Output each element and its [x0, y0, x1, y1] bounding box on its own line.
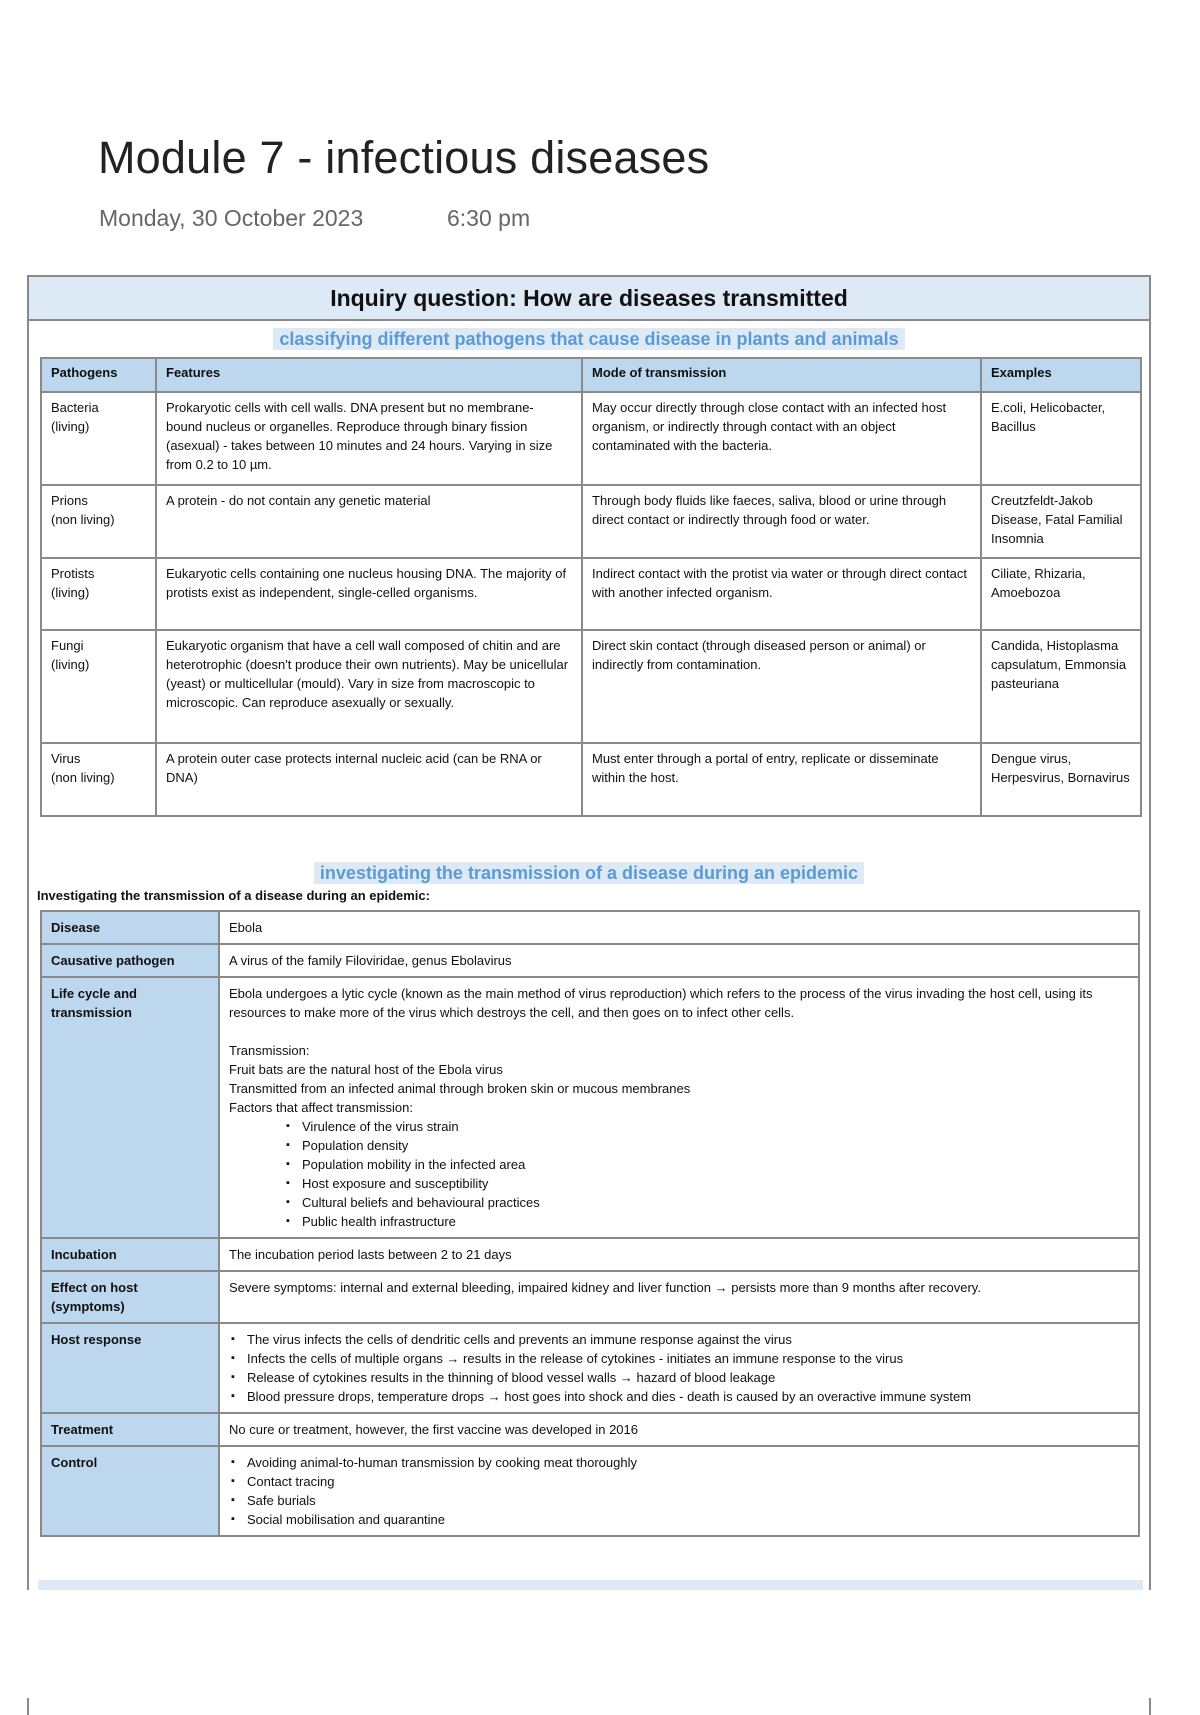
row-label: Life cycle and transmission: [41, 977, 219, 1238]
host-response-list: [229, 1330, 1129, 1406]
features-cell: Eukaryotic organism that have a cell wall composed of chitin and are heterotrophic (doesn't produce their own nutrients). May be unicellular (yeast) or multicellular (mould). Vary in size from macroscopic to microscopic. Can reproduce asexually or sexually.: [156, 630, 582, 743]
column-header: Examples: [981, 358, 1141, 392]
features-cell: A protein outer case protects internal nucleic acid (can be RNA or DNA): [156, 743, 582, 816]
row-label: Control: [41, 1446, 219, 1536]
pathogen-name-cell: Protists (living): [41, 558, 156, 630]
row-value: The incubation period lasts between 2 to 21 days: [219, 1238, 1139, 1271]
table-row: [41, 630, 1141, 743]
list-item: ▪ Public health infrastructure: [302, 1212, 1129, 1231]
lifecycle-text: Ebola undergoes a lytic cycle (known as the main method of virus reproduction) which refers to the process of the virus invading the host cell, using its resources to make more of the virus which destroys the cell, and then goes on to infect other cells.: [229, 986, 1093, 1020]
table-row: [41, 1323, 1139, 1413]
examples-cell: Dengue virus, Herpesvirus, Bornavirus: [981, 743, 1141, 816]
transmission-cell: Direct skin contact (through diseased person or animal) or indirectly from contamination.: [582, 630, 981, 743]
pathogen-name-cell: Prions (non living): [41, 485, 156, 558]
list-item: ▪ Host exposure and susceptibility: [302, 1174, 1129, 1193]
factors-list: [229, 1117, 1129, 1231]
row-label: Causative pathogen: [41, 944, 219, 977]
table-row: [41, 1238, 1139, 1271]
inquiry-question: Inquiry question: How are diseases transmitted: [29, 277, 1149, 321]
row-label: Effect on host (symptoms): [41, 1271, 219, 1323]
examples-cell: E.coli, Helicobacter, Bacillus: [981, 392, 1141, 485]
features-cell: Prokaryotic cells with cell walls. DNA present but no membrane- bound nucleus or organelles. Reproduce through binary fission (asexual) - takes between 10 minutes and 24 hours. Varying in size from 0.2 to 10 µm.: [156, 392, 582, 485]
column-header: Features: [156, 358, 582, 392]
transmission-cell: May occur directly through close contact with an infected host organism, or indirectly through contact with an object contaminated with the bacteria.: [582, 392, 981, 485]
row-value: Ebola: [219, 911, 1139, 944]
examples-cell: Candida, Histoplasma capsulatum, Emmonsia pasteuriana: [981, 630, 1141, 743]
transmission-title: Transmission:: [229, 1043, 310, 1058]
pathogen-name-cell: Virus (non living): [41, 743, 156, 816]
table-row: [41, 977, 1139, 1238]
table-row: [41, 1413, 1139, 1446]
factors-title: Factors that affect transmission:: [229, 1100, 413, 1115]
list-item: ▪ Release of cytokines results in the thinning of blood vessel walls → hazard of blood leakage: [247, 1368, 1129, 1387]
pathogen-name-cell: Fungi (living): [41, 630, 156, 743]
list-item: ▪ Avoiding animal-to-human transmission by cooking meat thoroughly: [247, 1453, 1129, 1472]
page-bottom-margin: [0, 1590, 1200, 1698]
list-item: ▪ Social mobilisation and quarantine: [247, 1510, 1129, 1529]
page-time: 6:30 pm: [447, 205, 531, 231]
table-row: [41, 392, 1141, 485]
list-item: ▪ Blood pressure drops, temperature drops → host goes into shock and dies - death is caused by an overactive immune system: [247, 1387, 1129, 1406]
transmission-line: Transmitted from an infected animal through broken skin or mucous membranes: [229, 1081, 691, 1096]
row-value: [219, 1446, 1139, 1536]
row-value: A virus of the family Filoviridae, genus Ebolavirus: [219, 944, 1139, 977]
epidemic-table: [40, 910, 1140, 1537]
row-label: Disease: [41, 911, 219, 944]
transmission-cell: Must enter through a portal of entry, replicate or disseminate within the host.: [582, 743, 981, 816]
list-item: ▪ Infects the cells of multiple organs → results in the release of cytokines - initiates an immune response to the virus: [247, 1349, 1129, 1368]
row-label: Host response: [41, 1323, 219, 1413]
section-heading-pathogens: classifying different pathogens that cause disease in plants and animals: [29, 329, 1149, 350]
list-item: ▪ Population density: [302, 1136, 1129, 1155]
transmission-cell: Indirect contact with the protist via water or through direct contact with another infected organism.: [582, 558, 981, 630]
row-value: [219, 1323, 1139, 1413]
examples-cell: Creutzfeldt-Jakob Disease, Fatal Familial Insomnia: [981, 485, 1141, 558]
column-header: Mode of transmission: [582, 358, 981, 392]
features-cell: Eukaryotic cells containing one nucleus housing DNA. The majority of protists exist as independent, single-celled organisms.: [156, 558, 582, 630]
section-heading-epidemic: investigating the transmission of a disease during an epidemic: [29, 863, 1149, 884]
page-title: Module 7 - infectious diseases: [98, 132, 710, 183]
list-item: ▪ Cultural beliefs and behavioural practices: [302, 1193, 1129, 1212]
pathogens-table: [40, 357, 1142, 817]
epidemic-intro: Investigating the transmission of a disease during an epidemic:: [37, 888, 430, 903]
transmission-line: Fruit bats are the natural host of the Ebola virus: [229, 1062, 503, 1077]
page-date: Monday, 30 October 2023: [99, 205, 364, 231]
table-row: [41, 558, 1141, 630]
table-row: [41, 1271, 1139, 1323]
table-row: [41, 1446, 1139, 1536]
table-row: [41, 743, 1141, 816]
pathogen-name-cell: Bacteria (living): [41, 392, 156, 485]
table-row: [41, 485, 1141, 558]
row-label: Incubation: [41, 1238, 219, 1271]
row-value: [219, 977, 1139, 1238]
column-header: Pathogens: [41, 358, 156, 392]
table-header-row: [41, 358, 1141, 392]
table-row: [41, 911, 1139, 944]
list-item: ▪ Contact tracing: [247, 1472, 1129, 1491]
features-cell: A protein - do not contain any genetic material: [156, 485, 582, 558]
transmission-cell: Through body fluids like faeces, saliva, blood or urine through direct contact or indirectly through food or water.: [582, 485, 981, 558]
list-item: ▪ Population mobility in the infected area: [302, 1155, 1129, 1174]
list-item: ▪ Virulence of the virus strain: [302, 1117, 1129, 1136]
row-value: Severe symptoms: internal and external bleeding, impaired kidney and liver function → persists more than 9 months after recovery.: [219, 1271, 1139, 1323]
examples-cell: Ciliate, Rhizaria, Amoebozoa: [981, 558, 1141, 630]
list-item: ▪ Safe burials: [247, 1491, 1129, 1510]
row-label: Treatment: [41, 1413, 219, 1446]
control-list: [229, 1453, 1129, 1529]
row-value: No cure or treatment, however, the first vaccine was developed in 2016: [219, 1413, 1139, 1446]
table-row: [41, 944, 1139, 977]
list-item: ▪ The virus infects the cells of dendritic cells and prevents an immune response against the virus: [247, 1330, 1129, 1349]
